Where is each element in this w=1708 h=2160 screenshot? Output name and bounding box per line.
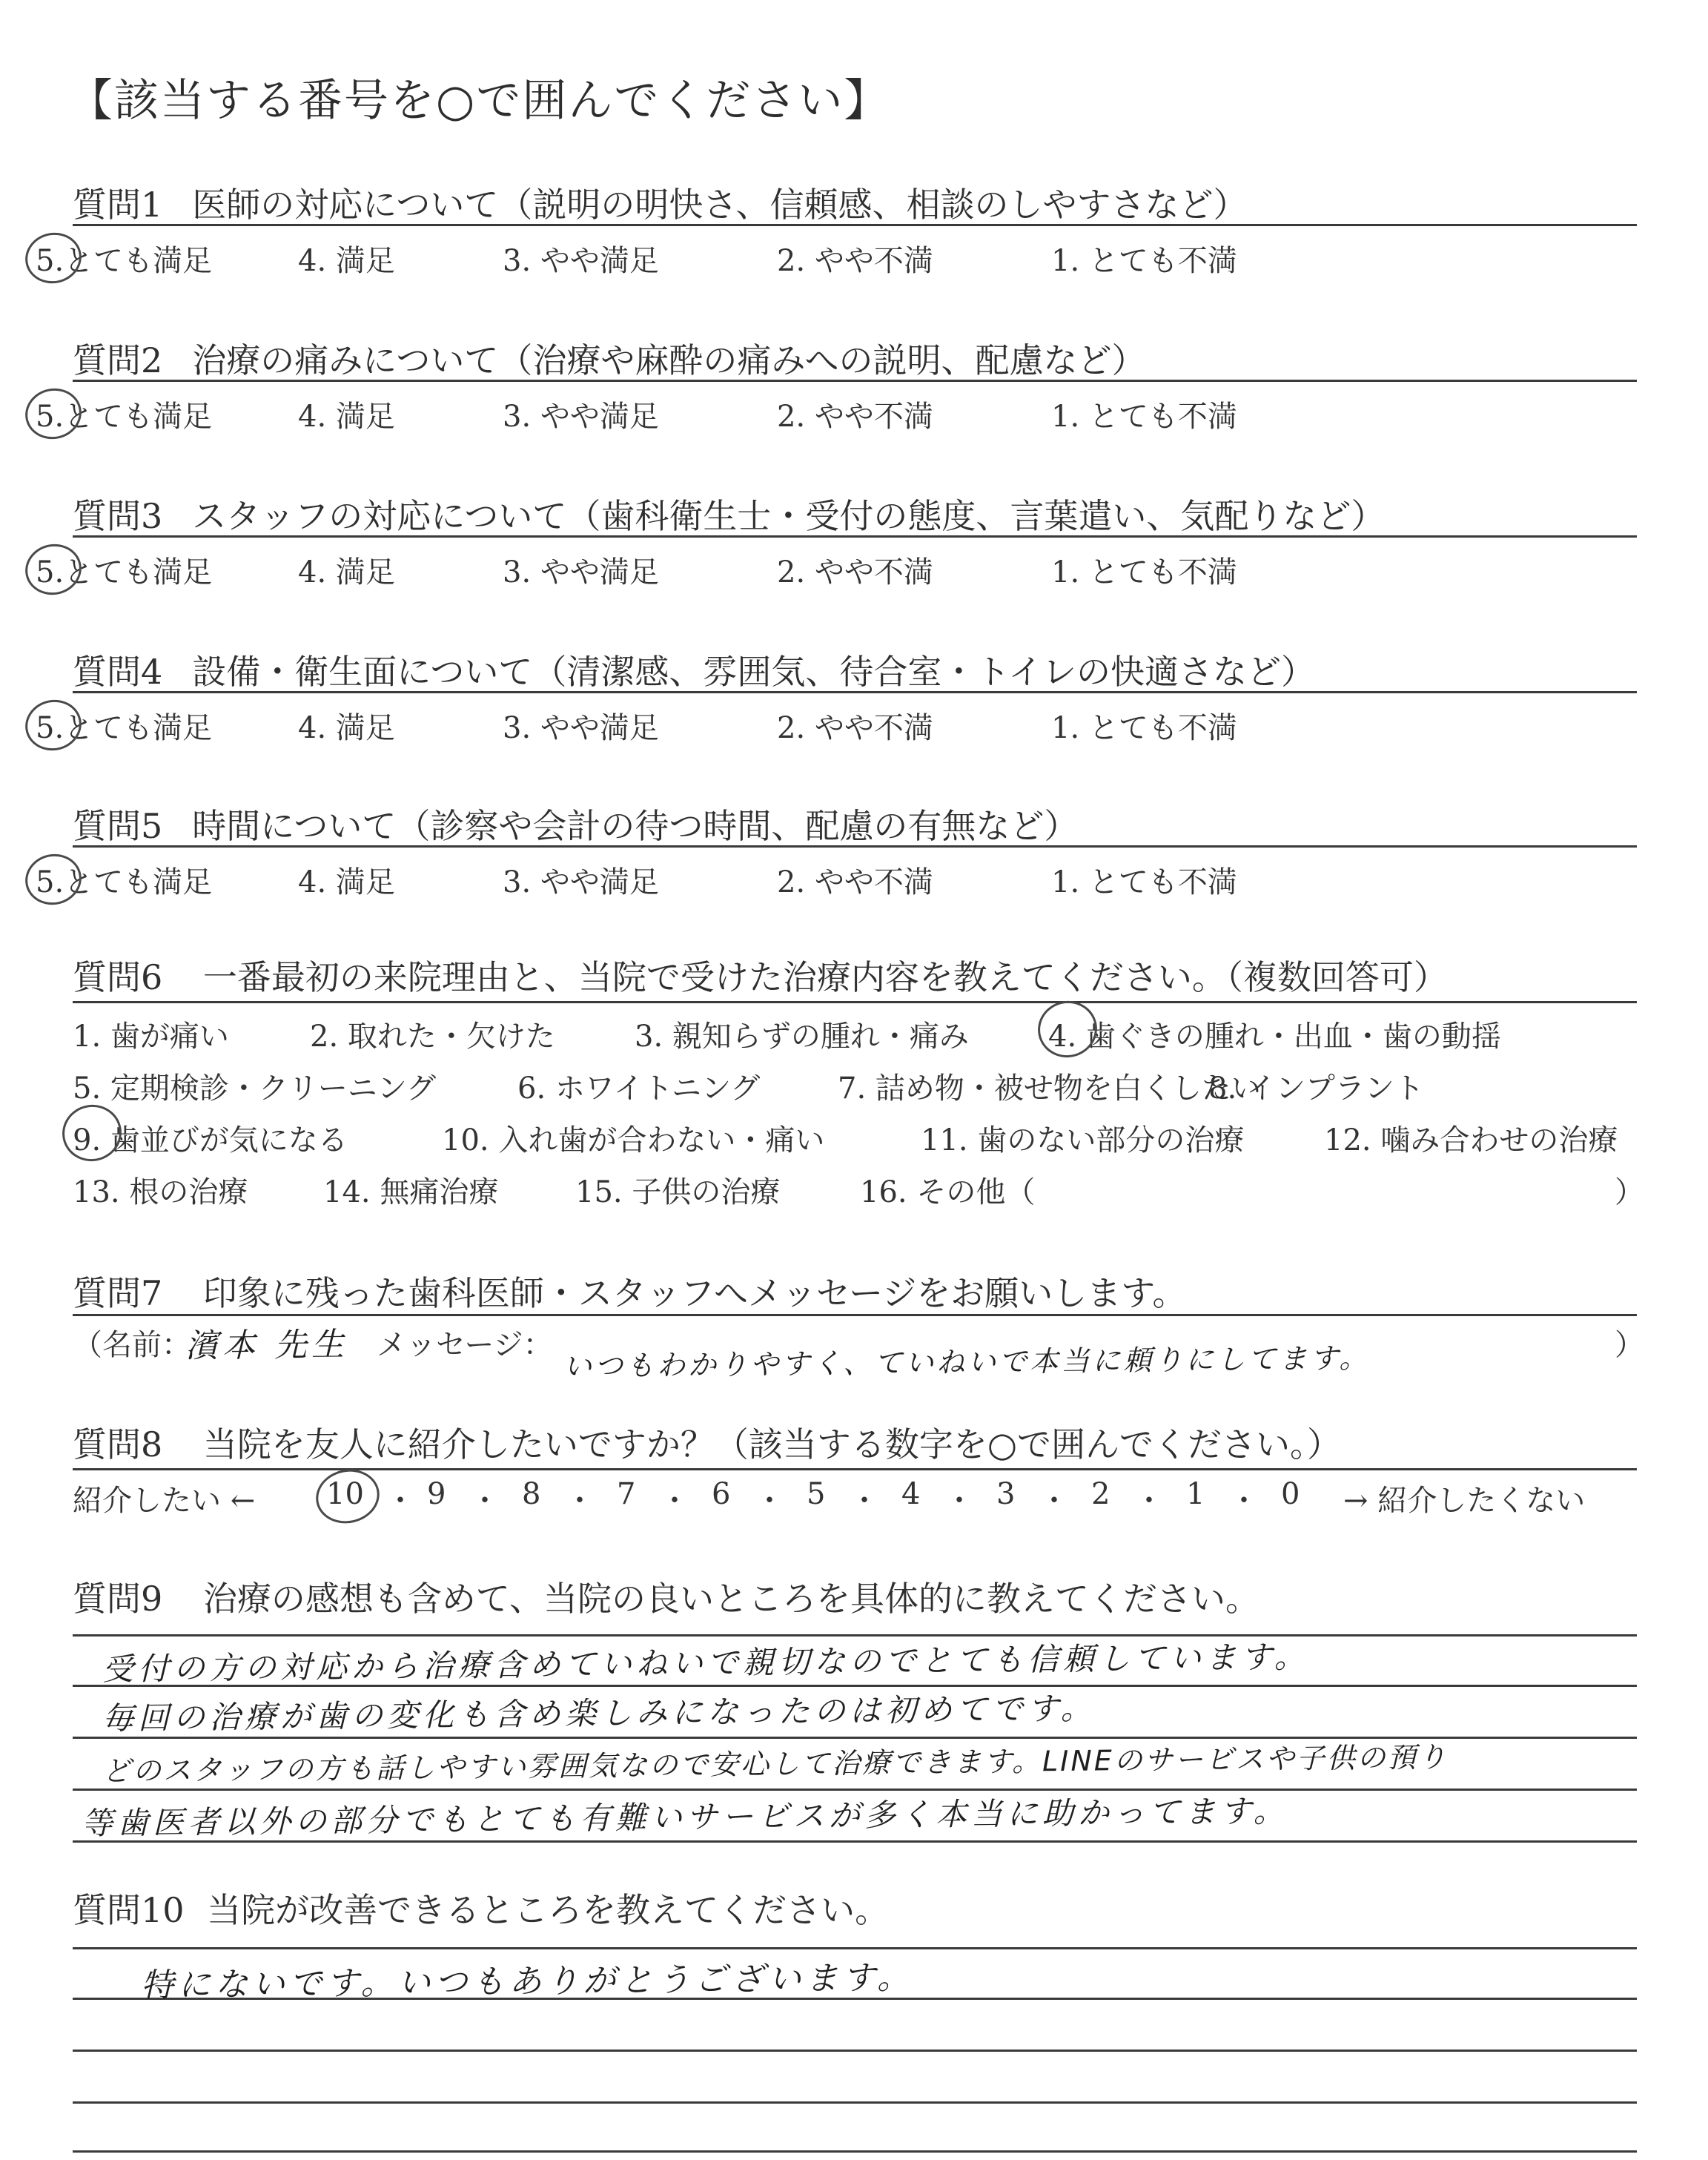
question-2-heading: [73, 334, 1145, 383]
rating-option-1[interactable]: 1. とても不満: [1051, 865, 1237, 899]
question-label: 質問4: [73, 652, 163, 692]
q6-text: 一番最初の来院理由と、当院で受けた治療内容を教えてください。（複数回答可）: [202, 957, 1448, 997]
q6-option-8[interactable]: 8. インプラント: [1208, 1071, 1424, 1106]
question-4-ratings: [36, 704, 1629, 746]
q8-rule: [73, 1468, 1637, 1470]
question-rule: [73, 535, 1637, 538]
answer-rule: [73, 2050, 1637, 2052]
question-5-heading: [73, 799, 1078, 848]
q6-option-1[interactable]: 1. 歯が痛い: [73, 1020, 229, 1054]
question-rule: [73, 691, 1637, 693]
q8-scale-value-10[interactable]: 10: [326, 1477, 364, 1511]
answer-rule: [73, 2150, 1637, 2153]
question-2-ratings: [36, 393, 1629, 435]
q6-option-11[interactable]: 11. 歯のない部分の治療: [921, 1123, 1245, 1157]
q6-option-7[interactable]: 7. 詰め物・被せ物を白くしたい: [838, 1071, 1261, 1106]
answer-rule: [73, 1634, 1637, 1636]
q6-option-15[interactable]: 15. 子供の治療: [575, 1175, 781, 1209]
question-rule: [73, 224, 1637, 226]
question-text: スタッフの対応について（歯科衛生士・受付の態度、言葉遣い、気配りなど）: [192, 496, 1386, 536]
q8-scale-value-6[interactable]: 6: [712, 1477, 731, 1511]
q8-scale-separator: ・: [565, 1484, 595, 1518]
q9-answer-line-3[interactable]: どのスタッフの方も話しやすい雰囲気なので安心して治療できます。LINEのサービスや子供の預り: [102, 1740, 1449, 1788]
question-1-ratings: [36, 237, 1629, 279]
rating-option-2[interactable]: 2. やや不満: [777, 244, 933, 278]
q7-close-paren: ）: [1615, 1328, 1644, 1362]
q8-scale-separator: ・: [1039, 1484, 1069, 1518]
q6-label: 質問6: [73, 957, 163, 997]
rating-option-4[interactable]: 4. 満足: [298, 711, 395, 745]
question-text: 治療の痛みについて（治療や麻酔の痛みへの説明、配慮など）: [192, 340, 1146, 380]
q8-scale-separator: ・: [660, 1484, 689, 1518]
q9-answer-line-4[interactable]: 等歯医者以外の部分でもとても有難いサービスが多く本当に助かってます。: [81, 1792, 1289, 1842]
q10-text: 当院が改善できるところを教えてください。: [207, 1890, 890, 1930]
question-3-heading: [73, 489, 1385, 538]
question-label: 質問1: [73, 185, 163, 225]
question-rule: [73, 380, 1637, 382]
q8-scale-value-0[interactable]: 0: [1281, 1477, 1300, 1511]
q8-scale-value-8[interactable]: 8: [522, 1477, 541, 1511]
q7-heading: [73, 1266, 1187, 1315]
q10-label: 質問10: [73, 1890, 185, 1930]
rating-option-5[interactable]: 5.とても満足: [36, 244, 213, 278]
q6-option-14[interactable]: 14. 無痛治療: [323, 1175, 499, 1209]
q6-option-5[interactable]: 5. 定期検診・クリーニング: [73, 1071, 437, 1106]
q6-option-13[interactable]: 13. 根の治療: [73, 1175, 248, 1209]
rating-option-1[interactable]: 1. とても不満: [1051, 555, 1237, 589]
q7-rule: [73, 1314, 1637, 1316]
q7-name-value[interactable]: 濱本 先生: [185, 1325, 349, 1366]
q6-other-close: ）: [1615, 1175, 1644, 1209]
q6-option-4[interactable]: 4. 歯ぐきの腫れ・出血・歯の動揺: [1048, 1020, 1501, 1054]
q8-left-label: 紹介したい ←: [73, 1484, 256, 1518]
q6-option-9[interactable]: 9. 歯並びが気になる: [73, 1123, 348, 1157]
q9-text: 治療の感想も含めて、当院の良いところを具体的に教えてください。: [202, 1579, 1260, 1619]
q8-scale-value-5[interactable]: 5: [807, 1477, 826, 1511]
rating-option-4[interactable]: 4. 満足: [298, 244, 395, 278]
rating-option-3[interactable]: 3. やや満足: [503, 555, 659, 589]
rating-option-3[interactable]: 3. やや満足: [503, 244, 659, 278]
rating-option-1[interactable]: 1. とても不満: [1051, 244, 1237, 278]
q6-option-10[interactable]: 10. 入れ歯が合わない・痛い: [442, 1123, 825, 1157]
rating-option-5[interactable]: 5.とても満足: [36, 555, 213, 589]
q7-label: 質問7: [73, 1273, 163, 1313]
answer-rule: [73, 2101, 1637, 2104]
question-rule: [73, 845, 1637, 848]
q7-name-label: （名前：: [73, 1328, 191, 1362]
q10-answer-line-1[interactable]: 特にないです。いつもありがとうございます。: [140, 1958, 915, 2005]
q8-scale-separator: ・: [385, 1484, 415, 1518]
question-text: 医師の対応について（説明の明快さ、信頼感、相談のしやすさなど）: [192, 185, 1248, 225]
rating-option-4[interactable]: 4. 満足: [298, 865, 395, 899]
q6-option-3[interactable]: 3. 親知らずの腫れ・痛み: [635, 1020, 969, 1054]
q8-scale-value-4[interactable]: 4: [901, 1477, 921, 1511]
q7-text: 印象に残った歯科医師・スタッフへメッセージをお願いします。: [202, 1273, 1187, 1313]
rating-option-5[interactable]: 5.とても満足: [36, 711, 213, 745]
q8-right-label: → 紹介したくない: [1343, 1484, 1586, 1518]
q6-rule: [73, 1001, 1637, 1003]
rating-option-4[interactable]: 4. 満足: [298, 555, 395, 589]
q7-message-value[interactable]: いつもわかりやすく、ていねいで本当に頼りにしてます。: [563, 1341, 1371, 1383]
rating-option-2[interactable]: 2. やや不満: [777, 400, 933, 434]
page-title: 【該当する番号を○で囲んでください】: [68, 75, 890, 127]
q6-heading: [73, 951, 1448, 1000]
rating-option-3[interactable]: 3. やや満足: [503, 711, 659, 745]
rating-option-3[interactable]: 3. やや満足: [503, 865, 659, 899]
q8-scale-value-2[interactable]: 2: [1091, 1477, 1110, 1511]
question-text: 設備・衛生面について（清潔感、雰囲気、待合室・トイレの快適さなど）: [192, 652, 1316, 692]
q8-scale-separator: ・: [1134, 1484, 1164, 1518]
q8-scale-separator: ・: [850, 1484, 879, 1518]
rating-option-5[interactable]: 5.とても満足: [36, 400, 213, 434]
q6-option-12[interactable]: 12. 噛み合わせの治療: [1324, 1123, 1618, 1157]
rating-option-1[interactable]: 1. とても不満: [1051, 711, 1237, 745]
q8-heading: [73, 1418, 1341, 1467]
rating-option-2[interactable]: 2. やや不満: [777, 865, 933, 899]
question-1-heading: [73, 178, 1248, 227]
question-5-ratings: [36, 859, 1629, 900]
q8-scale-separator: ・: [1229, 1484, 1259, 1518]
q8-scale-value-9[interactable]: 9: [427, 1477, 446, 1511]
q8-scale-value-7[interactable]: 7: [617, 1477, 636, 1511]
q8-scale-separator: ・: [944, 1484, 974, 1518]
rating-option-4[interactable]: 4. 満足: [298, 400, 395, 434]
question-label: 質問5: [73, 806, 163, 846]
question-3-ratings: [36, 549, 1629, 590]
q9-label: 質問9: [73, 1579, 163, 1619]
question-text: 時間について（診察や会計の待つ時間、配慮の有無など）: [192, 806, 1079, 846]
q9-answer-line-1[interactable]: 受付の方の対応から治療含めていねいで親切なのでとても信頼しています。: [102, 1638, 1310, 1688]
question-label: 質問2: [73, 340, 163, 380]
question-label: 質問3: [73, 496, 163, 536]
q8-text: 当院を友人に紹介したいですか？（該当する数字を○で囲んでください。）: [202, 1424, 1342, 1464]
q7-message-label: メッセージ：: [377, 1328, 553, 1362]
rating-option-3[interactable]: 3. やや満足: [503, 400, 659, 434]
q8-label: 質問8: [73, 1424, 163, 1464]
rating-option-1[interactable]: 1. とても不満: [1051, 400, 1237, 434]
q10-heading: [73, 1883, 889, 1932]
rating-option-5[interactable]: 5.とても満足: [36, 865, 213, 899]
q9-heading: [73, 1572, 1260, 1621]
q6-option-16[interactable]: 16. その他（: [860, 1175, 1036, 1209]
q8-scale-separator: ・: [755, 1484, 784, 1518]
rating-option-2[interactable]: 2. やや不満: [777, 555, 933, 589]
q6-option-2[interactable]: 2. 取れた・欠けた: [310, 1020, 555, 1054]
answer-rule: [73, 1789, 1637, 1791]
question-4-heading: [73, 645, 1315, 694]
answer-rule: [73, 1947, 1637, 1949]
q9-answer-line-2[interactable]: 毎回の治療が歯の変化も含め楽しみになったのは初めてです。: [102, 1689, 1096, 1737]
q8-scale-value-1[interactable]: 1: [1186, 1477, 1205, 1511]
rating-option-2[interactable]: 2. やや不満: [777, 711, 933, 745]
q6-option-6[interactable]: 6. ホワイトニング: [517, 1071, 761, 1106]
selection-circle: [311, 1464, 384, 1529]
q8-scale-value-3[interactable]: 3: [996, 1477, 1016, 1511]
q8-scale-separator: ・: [470, 1484, 500, 1518]
